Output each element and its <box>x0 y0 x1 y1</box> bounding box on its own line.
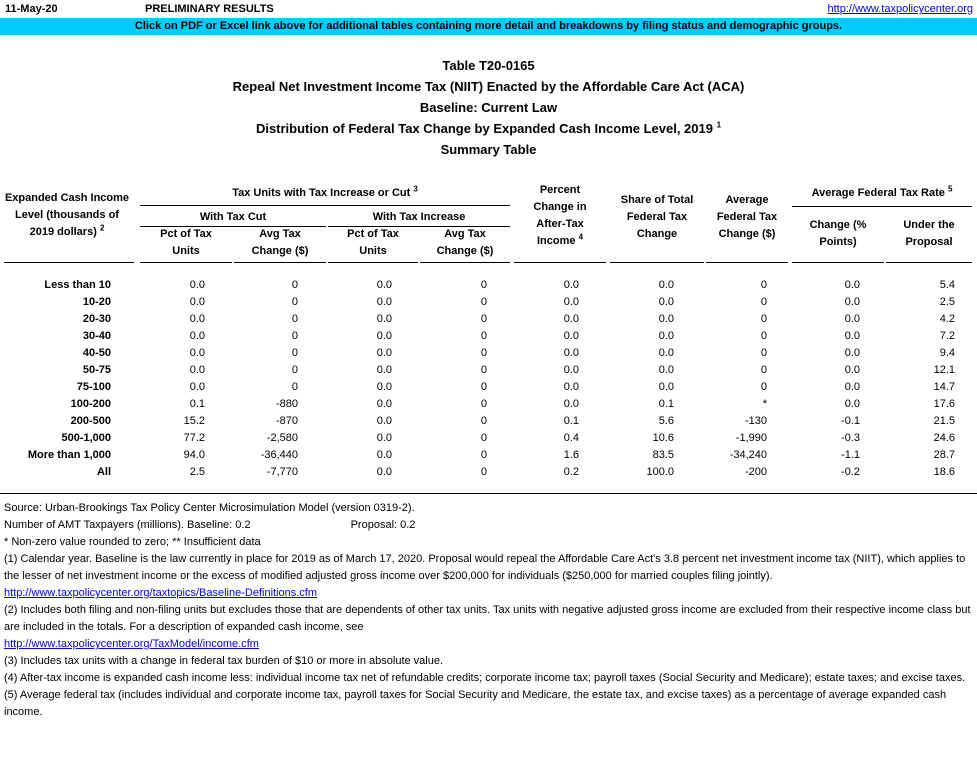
footnote-ref: 2 <box>99 223 105 233</box>
cell: 2.5 <box>939 296 955 308</box>
cell: 0 <box>480 296 487 308</box>
baseline-definitions-link[interactable]: http://www.taxpolicycenter.org/taxtopics/Baseline-Definitions.cfm <box>4 587 318 599</box>
header-rule <box>706 262 788 263</box>
header-pct-change-line1: Percent <box>539 184 581 196</box>
cell: -0.2 <box>841 466 860 478</box>
header-avg-cut <box>234 226 326 260</box>
cell: 1.6 <box>563 449 579 461</box>
header-income-line1: Expanded Cash Income <box>4 192 130 204</box>
header-pct-cut <box>140 226 232 260</box>
header-rule <box>234 262 326 263</box>
row-label: 50-75 <box>82 364 111 376</box>
cell: 0.0 <box>563 330 579 342</box>
header-share-line2: Federal Tax <box>626 211 688 223</box>
header-rate-change <box>792 217 884 251</box>
cell: 2.5 <box>189 466 205 478</box>
header-rule <box>610 262 704 263</box>
header-rule <box>886 262 972 263</box>
cell: -0.3 <box>841 432 860 444</box>
cell: 0.1 <box>563 415 579 427</box>
cell: 18.6 <box>933 466 955 478</box>
table-row <box>0 396 977 413</box>
header-under-line1: Under the <box>903 219 955 231</box>
baseline-title: Baseline: Current Law <box>419 100 558 115</box>
cell: 0.0 <box>376 296 392 308</box>
table-row <box>0 464 977 481</box>
row-label: 75-100 <box>76 381 111 393</box>
cell: 0.0 <box>189 330 205 342</box>
footnote-4: (4) After-tax income is expanded cash income less: individual income tax net of refundable credits; corporate income tax; payroll taxes (Social Security and Medicare); estate taxes; and excise taxes. <box>4 672 966 684</box>
header-rate-change-line2: Points) <box>819 236 857 248</box>
cell: 0.0 <box>563 296 579 308</box>
cell: 5.6 <box>658 415 674 427</box>
cell: 0.0 <box>658 313 674 325</box>
cell: 0.0 <box>563 279 579 291</box>
cell: 0.0 <box>376 432 392 444</box>
header-pct-increase-line1: Pct of Tax <box>347 228 399 240</box>
cell: 0.0 <box>658 330 674 342</box>
footnote-3: (3) Includes tax units with a change in federal tax burden of $10 or more in absolute value. <box>4 655 444 667</box>
header-pct-change-after-tax <box>514 182 606 250</box>
table-bottom-rule <box>0 493 977 494</box>
header-rule <box>792 262 884 263</box>
cell: 10.6 <box>652 432 674 444</box>
cell: 0 <box>291 330 298 342</box>
cell: 7.2 <box>939 330 955 342</box>
cell: 0.0 <box>844 347 860 359</box>
table-title: Repeal Net Investment Income Tax (NIIT) Enacted by the Affordable Care Act (ACA) <box>232 79 745 94</box>
cell: 0 <box>291 364 298 376</box>
table-row <box>0 413 977 430</box>
cell: 0.0 <box>376 466 392 478</box>
distribution-title <box>0 118 977 139</box>
cell: 17.6 <box>933 398 955 410</box>
table-row <box>0 277 977 294</box>
table-row <box>0 328 977 345</box>
table-row <box>0 430 977 447</box>
nonzero-note: * Non-zero value rounded to zero; ** Insufficient data <box>4 536 261 548</box>
cell: 4.2 <box>939 313 955 325</box>
cell: 12.1 <box>933 364 955 376</box>
footnote-ref: 5 <box>947 184 953 194</box>
header-pct-change-line2: Change in <box>533 201 587 213</box>
cell: -7,770 <box>266 466 298 478</box>
cell: 0 <box>760 313 767 325</box>
cell: 0 <box>480 381 487 393</box>
cell: 0 <box>291 381 298 393</box>
cell: 0 <box>760 381 767 393</box>
cell: 0 <box>480 313 487 325</box>
header-avg-increase-line1: Avg Tax <box>444 228 486 240</box>
cell: 0.0 <box>563 313 579 325</box>
cell: 0.0 <box>844 279 860 291</box>
cell: 0.0 <box>658 364 674 376</box>
income-definition-link[interactable]: http://www.taxpolicycenter.org/TaxModel/income.cfm <box>4 638 259 650</box>
cell: 0.1 <box>658 398 674 410</box>
distribution-title-text: Distribution of Federal Tax Change by Expanded Cash Income Level, 2019 <box>255 121 713 136</box>
footnote-5: (5) Average federal tax (includes individual and corporate income tax, payroll taxes for Social Security and Medicare, the estate tax, and excise taxes) as a percentage of average expanded cash income. <box>4 689 947 718</box>
header-share-total <box>610 192 704 243</box>
cell: 0.0 <box>189 296 205 308</box>
row-label: 10-20 <box>82 296 111 308</box>
header-pct-cut-line2: Units <box>172 245 200 257</box>
cell: 0 <box>291 347 298 359</box>
cell: -34,240 <box>729 449 767 461</box>
cell: 0 <box>480 398 487 410</box>
cell: 0.0 <box>376 415 392 427</box>
cell: -0.1 <box>841 415 860 427</box>
header-avg-rate-text: Average Federal Tax Rate <box>811 187 945 199</box>
amt-baseline: Number of AMT Taxpayers (millions). Baseline: 0.2 <box>4 519 251 531</box>
cell: 0.0 <box>658 296 674 308</box>
footnotes <box>4 500 972 721</box>
cell: -870 <box>275 415 298 427</box>
footnote-2: (2) Includes both filing and non-filing units but excludes those that are dependents of other tax units. Tax units with negative adjusted gross income are excluded from their respective income class but are included in the totals. For a description of expanded cash income, see <box>4 604 971 633</box>
table-titles <box>0 55 977 160</box>
cell: 0 <box>760 296 767 308</box>
cell: 100.0 <box>646 466 674 478</box>
header-pct-increase <box>328 226 418 260</box>
cell: 0 <box>480 432 487 444</box>
top-bar <box>0 0 977 17</box>
preliminary-label: PRELIMINARY RESULTS <box>145 3 274 15</box>
cell: 0.0 <box>376 313 392 325</box>
cell: 0.0 <box>563 398 579 410</box>
header-pct-increase-line2: Units <box>359 245 387 257</box>
cell: 0.0 <box>376 398 392 410</box>
cell: -200 <box>744 466 767 478</box>
cell: 0.0 <box>189 381 205 393</box>
cell: 0.0 <box>376 347 392 359</box>
cell: 0.0 <box>844 398 860 410</box>
cell: 0 <box>480 449 487 461</box>
cell: 94.0 <box>183 449 205 461</box>
cell: 0.0 <box>563 364 579 376</box>
footnote-ref: 1 <box>716 120 722 130</box>
cell: * <box>762 398 767 410</box>
cell: 0 <box>291 279 298 291</box>
cell: 0 <box>480 330 487 342</box>
row-label: 20-30 <box>82 313 111 325</box>
header-avg-rate <box>792 185 972 202</box>
header-under-line2: Proposal <box>905 236 953 248</box>
cell: 0 <box>760 279 767 291</box>
cell: 0.0 <box>844 313 860 325</box>
cell: 77.2 <box>183 432 205 444</box>
info-banner: Click on PDF or Excel link above for additional tables containing more detail and breakdowns by filing status and demographic groups. <box>0 18 977 35</box>
cell: 0.0 <box>189 313 205 325</box>
header-income-line3-text: 2019 dollars) <box>29 226 97 238</box>
header-share-line3: Change <box>636 228 678 240</box>
release-date: 11-May-20 <box>5 3 58 15</box>
cell: 0 <box>760 364 767 376</box>
cell: 0.0 <box>376 449 392 461</box>
cell: 14.7 <box>933 381 955 393</box>
table-number: Table T20-0165 <box>442 58 535 73</box>
cell: -2,580 <box>266 432 298 444</box>
table-row <box>0 294 977 311</box>
cell: -1.1 <box>841 449 860 461</box>
cell: 0.0 <box>658 381 674 393</box>
cell: 28.7 <box>933 449 955 461</box>
cell: 0.0 <box>189 347 205 359</box>
header-avg-cut-line1: Avg Tax <box>259 228 301 240</box>
cell: -1,990 <box>735 432 767 444</box>
footnote-ref: 4 <box>578 232 584 242</box>
header-rule <box>420 262 510 263</box>
header-rate-change-line1: Change (% <box>809 219 867 231</box>
source-note: Source: Urban-Brookings Tax Policy Center Microsimulation Model (version 0319-2). <box>4 502 415 514</box>
cell: 0.0 <box>563 381 579 393</box>
divider <box>140 205 510 206</box>
header-rule <box>4 262 134 263</box>
row-label: All <box>96 466 111 478</box>
cell: 0.4 <box>563 432 579 444</box>
header-tax-units <box>140 185 510 202</box>
cell: 0.0 <box>844 381 860 393</box>
header-avg-increase-line2: Change ($) <box>436 245 494 257</box>
header-avg-increase <box>420 226 510 260</box>
header-income-line2: Level (thousands of <box>15 209 119 221</box>
header-rule <box>140 262 232 263</box>
row-label: 40-50 <box>82 347 111 359</box>
cell: 0.0 <box>189 364 205 376</box>
cell: 9.4 <box>939 347 955 359</box>
table-row <box>0 311 977 328</box>
cell: 0 <box>291 296 298 308</box>
divider <box>792 206 972 207</box>
row-label: 200-500 <box>70 415 111 427</box>
header-pct-cut-line1: Pct of Tax <box>160 228 212 240</box>
cell: 83.5 <box>652 449 674 461</box>
header-rule <box>514 262 606 263</box>
cell: 24.6 <box>933 432 955 444</box>
footnote-1: (1) Calendar year. Baseline is the law currently in place for 2019 as of March 17, 2020. Proposal would repeal the Affordable Care Act's 3.8 percent net investment income tax (NIIT), which applies to the lesser of net investment income or the excess of modified adjusted gross income over $200,000 for individuals ($250,000 for married couples filing jointly). <box>4 553 966 582</box>
cell: -36,440 <box>260 449 298 461</box>
header-avg-federal-change <box>706 192 788 243</box>
cell: 0.0 <box>844 296 860 308</box>
cell: 0.0 <box>376 381 392 393</box>
header-with-increase: With Tax Increase <box>372 211 466 223</box>
cell: 0 <box>760 347 767 359</box>
row-label: 100-200 <box>70 398 111 410</box>
summary-title: Summary Table <box>440 142 537 157</box>
cell: 0.0 <box>658 279 674 291</box>
header-pct-change-line4-text: Income <box>536 235 576 247</box>
header-avgfed-line1: Average <box>725 194 769 206</box>
table-row <box>0 362 977 379</box>
row-label: 500-1,000 <box>61 432 111 444</box>
cell: 0.0 <box>376 330 392 342</box>
table-row <box>0 345 977 362</box>
header-rule <box>328 262 418 263</box>
tpc-link[interactable]: http://www.taxpolicycenter.org <box>827 3 973 15</box>
cell: 0 <box>480 466 487 478</box>
header-with-cut: With Tax Cut <box>199 211 267 223</box>
amt-proposal: Proposal: 0.2 <box>350 519 416 531</box>
cell: 0.0 <box>563 347 579 359</box>
header-pct-change-line3: After-Tax <box>536 218 584 230</box>
cell: -880 <box>275 398 298 410</box>
cell: 0.0 <box>658 347 674 359</box>
cell: 0.0 <box>844 364 860 376</box>
header-under-proposal <box>886 217 972 251</box>
footnote-ref: 3 <box>413 184 418 194</box>
cell: 0.0 <box>376 279 392 291</box>
header-income-line3 <box>0 224 134 241</box>
amt-note <box>4 517 972 534</box>
cell: 0.0 <box>189 279 205 291</box>
table-row <box>0 447 977 464</box>
header-avgfed-line3: Change ($) <box>718 228 776 240</box>
cell: 0 <box>480 415 487 427</box>
cell: 0 <box>291 313 298 325</box>
row-label: More than 1,000 <box>27 449 111 461</box>
header-share-line1: Share of Total <box>620 194 694 206</box>
header-tax-units-text: Tax Units with Tax Increase or Cut <box>232 187 411 199</box>
cell: 0.0 <box>376 364 392 376</box>
cell: 0.0 <box>844 330 860 342</box>
cell: 0.2 <box>563 466 579 478</box>
header-avg-cut-line2: Change ($) <box>251 245 309 257</box>
cell: 0 <box>480 279 487 291</box>
table-row <box>0 379 977 396</box>
header-pct-change-line4 <box>514 233 606 250</box>
row-label: Less than 10 <box>44 279 111 291</box>
row-label: 30-40 <box>82 330 111 342</box>
cell: 15.2 <box>183 415 205 427</box>
cell: 0 <box>480 364 487 376</box>
cell: 21.5 <box>933 415 955 427</box>
cell: 0 <box>480 347 487 359</box>
cell: 0.1 <box>189 398 205 410</box>
cell: -130 <box>744 415 767 427</box>
cell: 0 <box>760 330 767 342</box>
header-avgfed-line2: Federal Tax <box>716 211 778 223</box>
header-income <box>0 190 134 241</box>
cell: 5.4 <box>939 279 955 291</box>
